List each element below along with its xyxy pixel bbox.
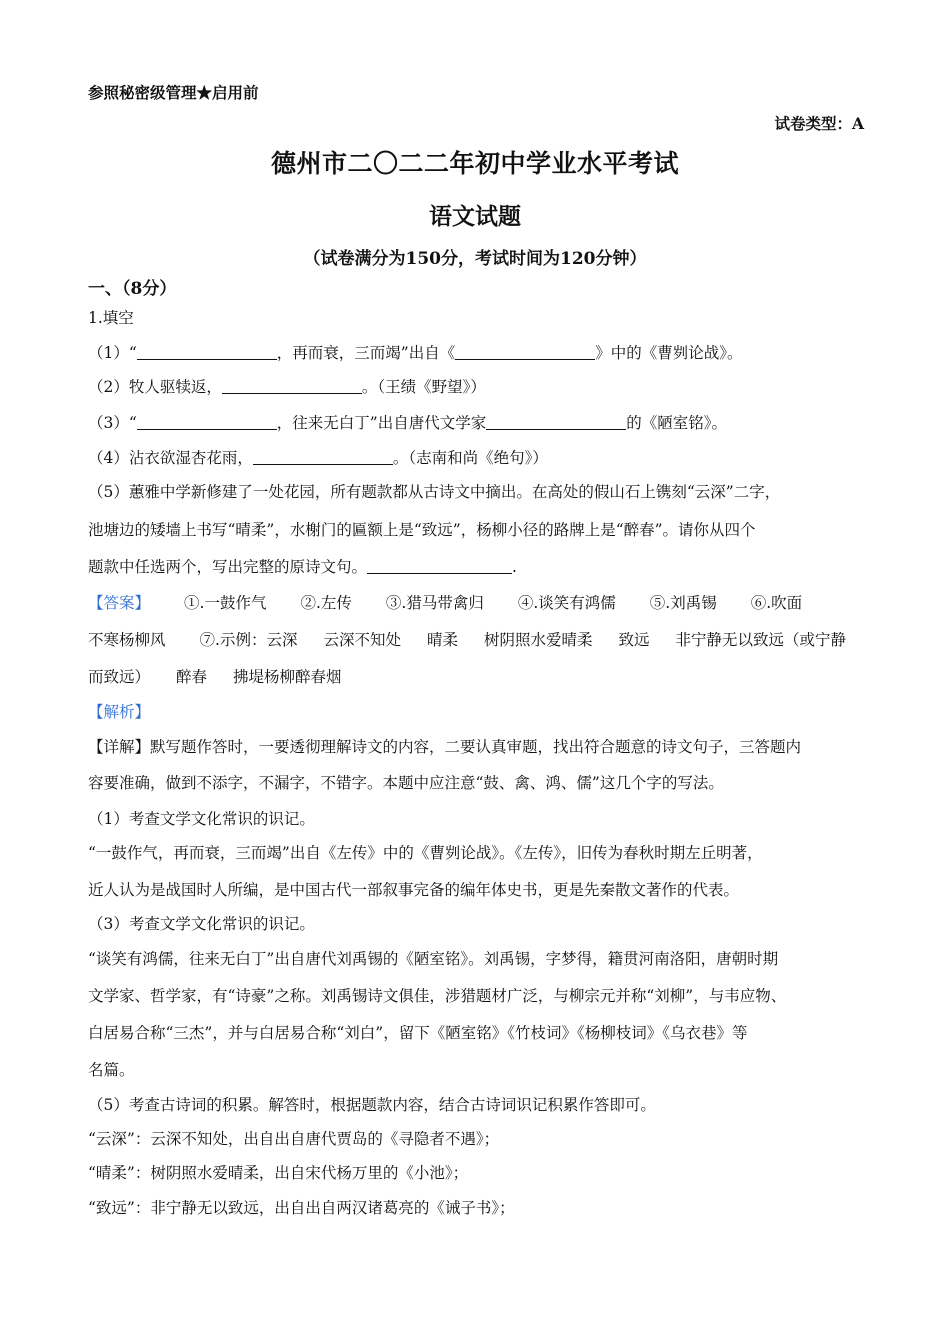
answer-blank xyxy=(455,344,595,360)
answer-item: 拂堤杨柳醉春烟 xyxy=(233,668,342,686)
text: . xyxy=(512,558,517,576)
answer-line-2 xyxy=(88,629,846,651)
answer-blank xyxy=(137,414,277,430)
answer-item: ⑦.示例：云深 xyxy=(199,631,298,649)
text: 的《陋室铭》。 xyxy=(626,414,727,432)
exam-info: （试卷满分为150分，考试时间为120分钟） xyxy=(303,249,647,269)
secret-level: 参照秘密级管理★启用前 xyxy=(88,83,259,102)
analysis-label: 【解析】 xyxy=(88,703,151,721)
answer-item: 树阴照水爱晴柔 xyxy=(483,631,593,649)
answer-label: 【答案】 xyxy=(88,594,151,612)
text: 。（王绩《野望》） xyxy=(361,378,486,396)
analysis-paragraph: 近人认为是战国时人所编，是中国古代一部叙事完备的编年体史书，更是先秦散文著作的代表。 xyxy=(88,881,740,899)
analysis-paragraph: “谈笑有鸿儒，往来无白丁”出自唐代刘禹锡的《陋室铭》。刘禹锡，字梦得，籍贯河南洛阳，唐朝时期 xyxy=(88,950,779,968)
answer-item: 云深不知处 xyxy=(323,631,401,649)
answer-item: 醉春 xyxy=(176,668,208,686)
answer-item: ③.猎马带禽归 xyxy=(385,594,484,612)
answer-blank xyxy=(137,344,277,360)
subquestion-1 xyxy=(88,342,743,364)
text: ，往来无白丁”出自唐代文学家 xyxy=(276,414,487,432)
analysis-paragraph: 白居易合称“三杰”，并与白居易合称“刘白”，留下《陋室铭》《竹枝词》《杨柳枝词》《乌衣巷》等 xyxy=(88,1024,748,1042)
subquestion-4 xyxy=(88,447,548,469)
section-heading: 一、（8分） xyxy=(88,279,177,299)
answer-blank xyxy=(222,378,362,394)
subquestion-3 xyxy=(88,412,727,434)
answer-blank xyxy=(253,449,393,465)
text: （2）牧人驱犊返， xyxy=(88,378,222,396)
text: ，再而衰，三而竭”出自《 xyxy=(276,344,456,362)
answer-item: ④.谈笑有鸿儒 xyxy=(517,594,616,612)
answer-item: 非宁静无以致远（或宁静 xyxy=(675,631,847,649)
subquestion-5-line-2: 池塘边的矮墙上书写“晴柔”，水榭门的匾额上是“致远”，杨柳小径的路牌上是“醉春”。请你从四个 xyxy=(88,521,756,539)
analysis-paragraph: “一鼓作气，再而衰，三而竭”出自《左传》中的《曹刿论战》。《左传》，旧传为春秋时期左丘明著， xyxy=(88,844,763,862)
answer-line-3 xyxy=(88,666,342,688)
analysis-paragraph: “云深”：云深不知处，出自出自唐代贾岛的《寻隐者不遇》； xyxy=(88,1130,500,1148)
text: 》中的《曹刿论战》。 xyxy=(595,344,743,362)
answer-item: ②.左传 xyxy=(300,594,352,612)
text: （3）“ xyxy=(88,414,137,432)
subquestion-2 xyxy=(88,376,486,398)
answer-line-1 xyxy=(88,592,802,614)
answer-item: ⑤.刘禹锡 xyxy=(649,594,717,612)
question-title: 1.填空 xyxy=(88,309,134,327)
answer-item: ①.一鼓作气 xyxy=(184,594,267,612)
answer-item: 晴柔 xyxy=(426,631,458,649)
subquestion-5-line-3 xyxy=(88,556,517,578)
analysis-paragraph: 容要准确，做到不添字，不漏字，不错字。本题中应注意“鼓、禽、鸿、儒”这几个字的写法。 xyxy=(88,774,724,792)
text: （1）“ xyxy=(88,344,137,362)
answer-blank xyxy=(486,414,626,430)
analysis-paragraph: 文学家、哲学家，有“诗豪”之称。刘禹锡诗文俱佳，涉猎题材广泛，与柳宗元并称“刘柳”，与韦应物、 xyxy=(88,987,787,1005)
answer-item: 不寒杨柳风 xyxy=(88,631,166,649)
analysis-paragraph: （5）考查古诗词的积累。解答时，根据题款内容，结合古诗词识记积累作答即可。 xyxy=(88,1096,656,1114)
answer-item: 而致远） xyxy=(88,668,151,686)
analysis-paragraph: “致远”：非宁静无以致远，出自出自两汉诸葛亮的《诫子书》； xyxy=(88,1199,515,1217)
analysis-paragraph: 【详解】默写题作答时，一要透彻理解诗文的内容，二要认真审题，找出符合题意的诗文句子，三答题内 xyxy=(88,738,802,756)
text: 。（志南和尚《绝句》） xyxy=(392,449,548,467)
analysis-paragraph: 名篇。 xyxy=(88,1061,135,1079)
answer-blank xyxy=(367,558,512,574)
analysis-paragraph: “晴柔”：树阴照水爱晴柔，出自宋代杨万里的《小池》； xyxy=(88,1164,469,1182)
text: （4）沾衣欲湿杏花雨， xyxy=(88,449,253,467)
paper-type: 试卷类型：A xyxy=(774,114,864,133)
answer-item: 致远 xyxy=(618,631,650,649)
text: 题款中任选两个，写出完整的原诗文句。 xyxy=(88,558,368,576)
subject-title: 语文试题 xyxy=(429,203,521,230)
subquestion-5-line-1: （5）蕙雅中学新修建了一处花园，所有题款都从古诗文中摘出。在高处的假山石上镌刻“云深”二字， xyxy=(88,483,781,501)
analysis-paragraph: （1）考查文学文化常识的识记。 xyxy=(88,810,315,828)
exam-title: 德州市二〇二二年初中学业水平考试 xyxy=(270,149,679,178)
analysis-paragraph: （3）考查文学文化常识的识记。 xyxy=(88,915,315,933)
answer-item: ⑥.吹面 xyxy=(750,594,803,612)
